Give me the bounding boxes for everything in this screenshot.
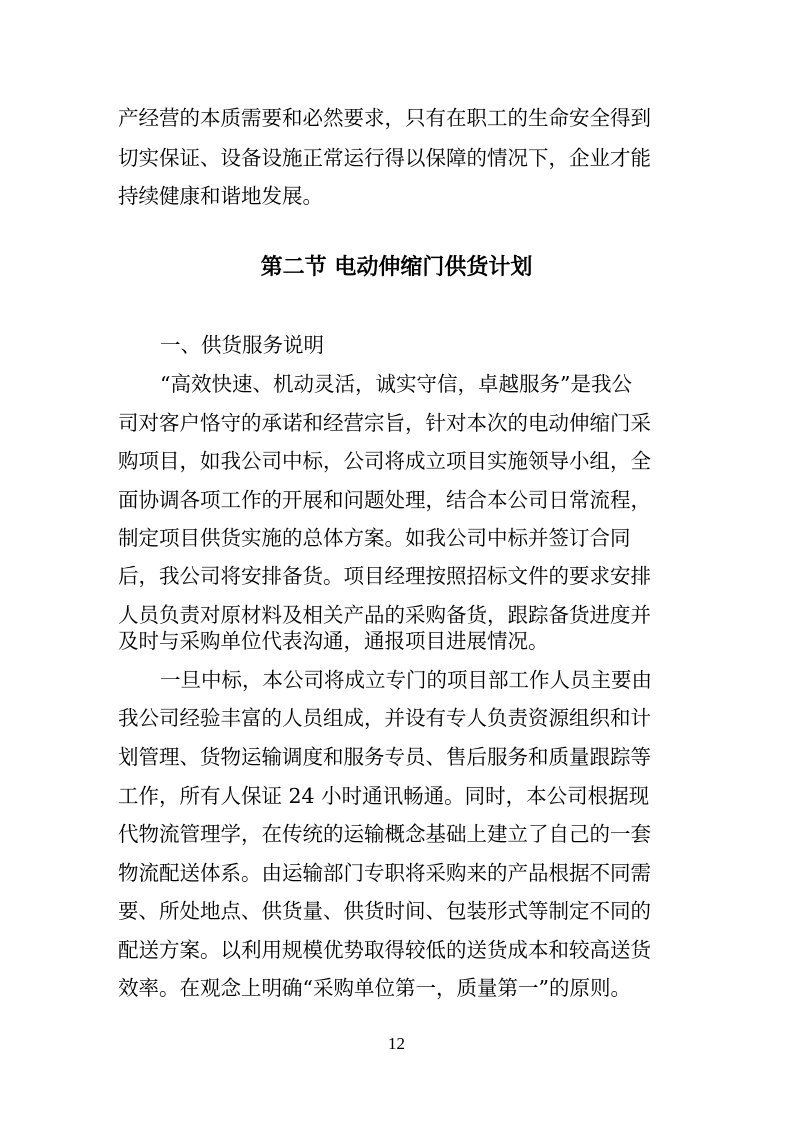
section-heading: 第二节 电动伸缩门供货计划 (260, 255, 533, 280)
intro-line: 持续健康和谐地发展。 (118, 184, 323, 208)
paragraph-line: 效率。在观念上明确“采购单位第一，质量第一”的原则。 (118, 976, 631, 1000)
paragraph-line: 划管理、货物运输调度和服务专员、售后服务和质量跟踪等 (118, 745, 651, 769)
intro-line: 切实保证、设备设施正常运行得以保障的情况下，企业才能 (118, 146, 651, 170)
paragraph-line: 制定项目供货实施的总体方案。如我公司中标并签订合同 (118, 526, 631, 550)
paragraph-line: 我公司经验丰富的人员组成，并设有专人负责资源组织和计 (118, 706, 651, 730)
paragraph-line: 代物流管理学，在传统的运输概念基础上建立了自己的一套 (118, 822, 651, 846)
intro-line: 产经营的本质需要和必然要求，只有在职工的生命安全得到 (118, 106, 651, 130)
paragraph-line: 工作，所有人保证 24 小时通讯畅通。同时，本公司根据现 (118, 784, 650, 808)
paragraph-line: 及时与采购单位代表沟通，通报项目进展情况。 (118, 629, 549, 653)
paragraph-line: “高效快速、机动灵活，诚实守信，卓越服务”是我公 (160, 372, 632, 396)
paragraph-line: 物流配送体系。由运输部门专职将采购来的产品根据不同需 (118, 861, 651, 885)
paragraph-line: 面协调各项工作的开展和问题处理，结合本公司日常流程， (118, 488, 651, 512)
paragraph-line: 要、所处地点、供货量、供货时间、包装形式等制定不同的 (118, 899, 651, 923)
paragraph-line: 配送方案。以利用规模优势取得较低的送货成本和较高送货 (118, 938, 651, 962)
subsection-title: 一、供货服务说明 (160, 333, 324, 357)
paragraph-line: 一旦中标，本公司将成立专门的项目部工作人员主要由 (160, 668, 652, 692)
paragraph-line: 人员负责对原材料及相关产品的采购备货，跟踪备货进度并 (118, 603, 651, 627)
paragraph-line: 后，我公司将安排备货。项目经理按照招标文件的要求安排 (118, 564, 651, 588)
paragraph-line: 司对客户恪守的承诺和经营宗旨，针对本次的电动伸缩门采 (118, 411, 651, 435)
page-number: 12 (388, 1034, 405, 1053)
paragraph-line: 购项目，如我公司中标，公司将成立项目实施领导小组，全 (118, 449, 651, 473)
